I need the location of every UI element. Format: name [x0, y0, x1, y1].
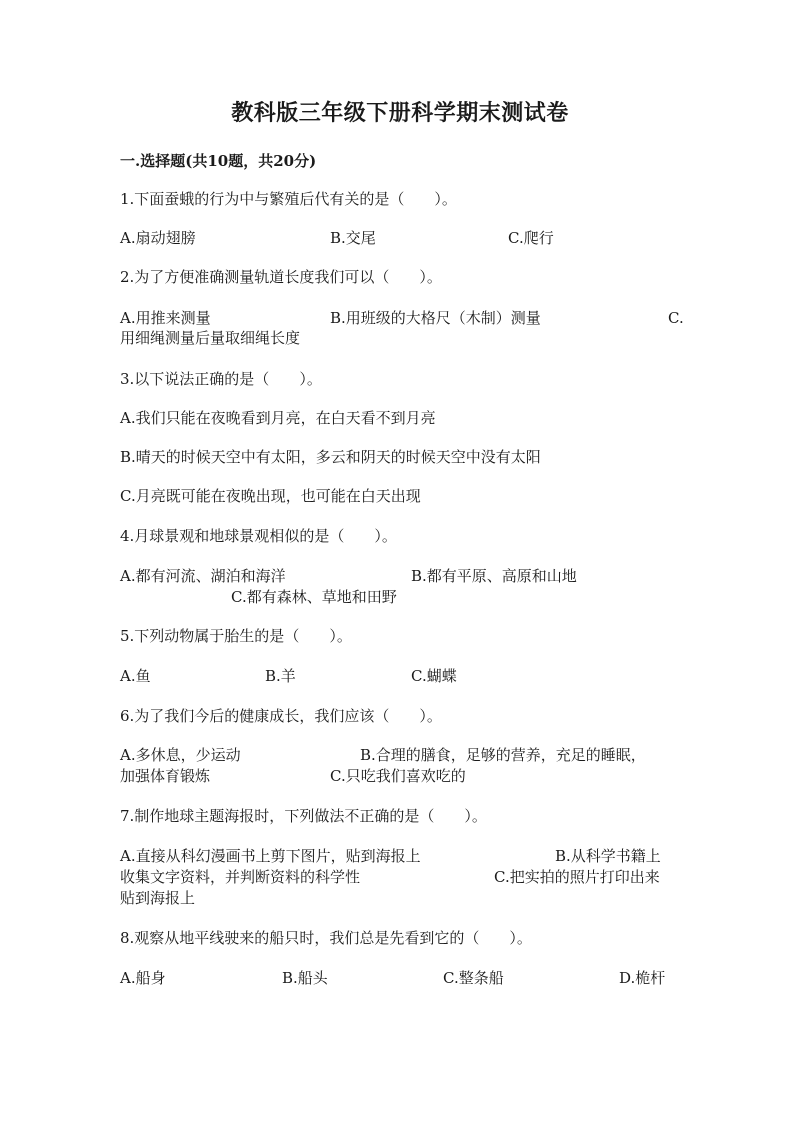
question-stem: 5.下列动物属于胎生的是（ ）。: [120, 627, 352, 645]
option: B.羊: [265, 667, 296, 685]
option: B.交尾: [330, 229, 376, 247]
option: B.都有平原、高原和山地: [411, 567, 577, 585]
question-stem: 3.以下说法正确的是（ ）。: [120, 370, 322, 388]
option-continuation: 贴到海报上: [120, 889, 196, 907]
option: C.把实拍的照片打印出来: [494, 868, 660, 886]
option: D.桅杆: [619, 969, 666, 987]
question-stem: 6.为了我们今后的健康成长，我们应该（ ）。: [120, 707, 442, 725]
option: B.晴天的时候天空中有太阳，多云和阴天的时候天空中没有太阳: [120, 448, 541, 466]
option: B.用班级的大格尺（木制）测量: [330, 309, 541, 327]
option: B.合理的膳食，足够的营养，充足的睡眠，: [360, 746, 646, 764]
question-stem: 1.下面蚕蛾的行为中与繁殖后代有关的是（ ）。: [120, 190, 457, 208]
option: A.扇动翅膀: [120, 229, 196, 247]
option: A.我们只能在夜晚看到月亮，在白天看不到月亮: [120, 409, 436, 427]
option: C.都有森林、草地和田野: [231, 588, 397, 606]
question-stem: 8.观察从地平线驶来的船只时，我们总是先看到它的（ ）。: [120, 929, 532, 947]
option-continuation: 收集文字资料，并判断资料的科学性: [120, 868, 361, 886]
option: C.整条船: [443, 969, 504, 987]
option: A.多休息，少运动: [120, 746, 241, 764]
option: C.月亮既可能在夜晚出现，也可能在白天出现: [120, 487, 421, 505]
question-stem: 7.制作地球主题海报时，下列做法不正确的是（ ）。: [120, 807, 487, 825]
option: C.爬行: [508, 229, 554, 247]
option: A.直接从科幻漫画书上剪下图片，贴到海报上: [120, 847, 421, 865]
section-heading: 一.选择题(共10题，共20分): [120, 152, 317, 170]
option: B.从科学书籍上: [555, 847, 661, 865]
option: A.船身: [120, 969, 166, 987]
option: C.蝴蝶: [411, 667, 457, 685]
option: A.鱼: [120, 667, 151, 685]
question-stem: 4.月球景观和地球景观相似的是（ ）。: [120, 527, 397, 545]
option-continuation: 加强体育锻炼: [120, 767, 211, 785]
option: A.用推来测量: [120, 309, 211, 327]
option-continuation: 用细绳测量后量取细绳长度: [120, 329, 301, 347]
question-stem: 2.为了方便准确测量轨道长度我们可以（ ）。: [120, 268, 442, 286]
option: B.船头: [282, 969, 328, 987]
option: C.只吃我们喜欢吃的: [330, 767, 466, 785]
option: C.: [668, 309, 684, 327]
option: A.都有河流、湖泊和海洋: [120, 567, 286, 585]
page-title: 教科版三年级下册科学期末测试卷: [231, 100, 569, 126]
